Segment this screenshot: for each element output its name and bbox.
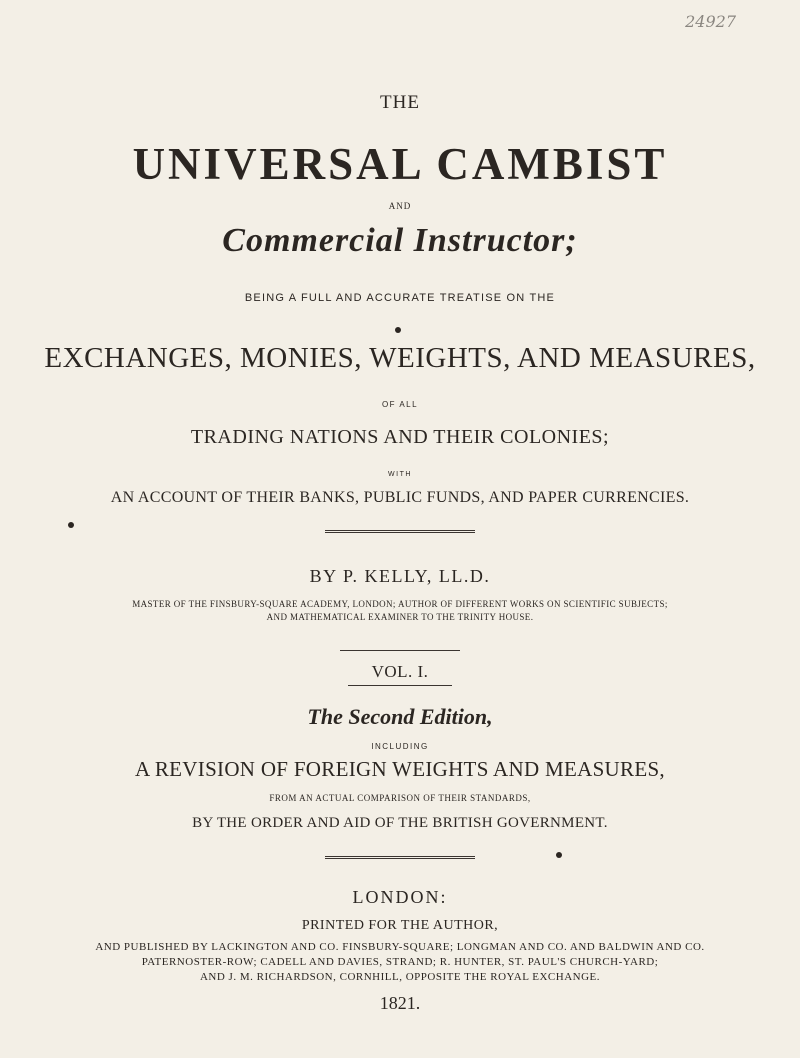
subtitle-blackletter: Commercial Instructor;: [222, 222, 578, 259]
author-description-2: AND MATHEMATICAL EXAMINER TO THE TRINITY HOUSE.: [266, 612, 534, 622]
description-exchanges: EXCHANGES, MONIES, WEIGHTS, AND MEASURES,: [44, 342, 756, 374]
revision-line: A REVISION OF FOREIGN WEIGHTS AND MEASURES,: [135, 757, 665, 781]
description-with: WITH: [388, 471, 412, 478]
including-label: INCLUDING: [371, 742, 429, 751]
title-the: THE: [380, 92, 420, 113]
author-line: BY P. KELLY, LL.D.: [309, 566, 491, 586]
main-title: UNIVERSAL CAMBIST: [132, 139, 668, 189]
imprint-publishers-1: AND PUBLISHED BY LACKINGTON AND CO. FINSBURY-SQUARE; LONGMAN AND CO. AND BALDWIN AND CO.: [95, 941, 705, 953]
description-account: AN ACCOUNT OF THEIR BANKS, PUBLIC FUNDS, AND PAPER CURRENCIES.: [110, 489, 690, 506]
double-rule-divider: [325, 856, 475, 859]
imprint-publishers-3: AND J. M. RICHARDSON, CORNHILL, OPPOSITE THE ROYAL EXCHANGE.: [199, 971, 601, 983]
imprint-printed: PRINTED FOR THE AUTHOR,: [301, 918, 499, 933]
imprint-year: 1821.: [379, 993, 421, 1013]
imprint-publishers-2: PATERNOSTER-ROW; CADELL AND DAVIES, STRAND; R. HUNTER, ST. PAUL'S CHURCH-YARD;: [141, 956, 659, 968]
volume-label: VOL. I.: [371, 662, 429, 681]
rule-divider: [340, 650, 460, 651]
government-line: BY THE ORDER AND AID OF THE BRITISH GOVERNMENT.: [192, 815, 608, 831]
ink-dot: [68, 522, 74, 528]
ink-dot: [395, 327, 401, 333]
description-trading: TRADING NATIONS AND THEIR COLONIES;: [190, 426, 610, 448]
comparison-line: FROM AN ACTUAL COMPARISON OF THEIR STANDARDS,: [269, 793, 531, 803]
ink-dot: [556, 852, 562, 858]
title-and: AND: [388, 201, 412, 211]
description-of-all: OF ALL: [381, 400, 419, 409]
shelfmark-annotation: 24927: [685, 12, 736, 31]
description-line-being: BEING A FULL AND ACCURATE TREATISE ON THE: [244, 292, 556, 304]
rule-divider: [348, 685, 452, 686]
double-rule-divider: [325, 530, 475, 533]
imprint-place: LONDON:: [352, 887, 448, 907]
author-description-1: MASTER OF THE FINSBURY-SQUARE ACADEMY, LONDON; AUTHOR OF DIFFERENT WORKS ON SCIENTIFIC SUBJECTS;: [132, 599, 668, 609]
edition-blackletter: The Second Edition,: [307, 704, 493, 729]
